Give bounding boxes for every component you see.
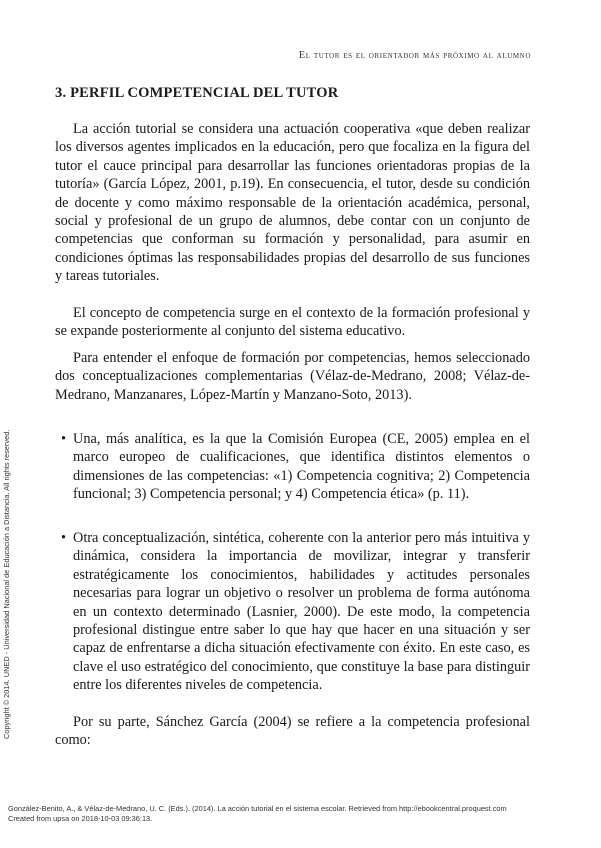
list-item [61,430,530,504]
bullet-list-2 [61,529,530,695]
list-item [61,529,530,695]
paragraph-sanchez-garcia: Por su parte, Sánchez García (2004) se refiere a la competencia profesional como: [55,714,530,749]
paragraph-accion-tutorial: La acción tutorial se considera una actuación cooperativa «que deben realizar los diversos agentes implicados en la educación, pero que focaliza en la figura del tutor el cauce principal para desarrollar las funciones orientadoras propias de la tutoría» (García López, 2001, p.19). En consecuencia, el tutor, desde su condición de docente y como máximo responsable de la orientación académica, personal, social y profesional de un grupo de alumnos, debe contar con un conjunto de competencias que conforman su formación y personalidad, para asumir en condiciones óptimas las responsabilidades propias del desarrollo de sus funciones y tareas tutoriales. [55,121,530,285]
running-head: El tutor es el orientador más próximo al alumno [298,50,531,61]
section-title: 3. PERFIL COMPETENCIAL DEL TUTOR [55,85,339,101]
bullet-text-analitica: Una, más analítica, es la que la Comisión Europea (CE, 2005) emplea en el marco europeo de cualificaciones, que identifica distintos elementos o dimensiones de las competencias: «1) Competencia cognitiva; 2) Competencia funcional; 3) Competencia personal; y 4) Competencia ética» (p. 11). [73,431,530,503]
bullet-marker: • [61,431,67,447]
paragraph-enfoque-competencias: Para entender el enfoque de formación por competencias, hemos seleccionado dos conceptualizaciones complementarias (Vélaz-de-Medrano, 2008; Vélaz-de-Medrano, Manzanares, López-Martín y Manzano-Soto, 2013). [55,350,530,403]
bullet-list-1 [61,430,530,504]
footer-citation-line: González-Benito, A., & Vélaz-de-Medrano, U. C. (Eds.). (2014). La acción tutorial en el sistema escolar. Retrieved from http://ebookcentral.proquest.com [8,804,507,813]
paragraph-concepto-competencia: El concepto de competencia surge en el contexto de la formación profesional y se expande posteriormente al conjunto del sistema educativo. [55,305,530,340]
copyright-side-note: Copyright © 2014. UNED - Universidad Nacional de Educación a Distancia. All rights reserved. [2,429,11,739]
bullet-marker: • [61,530,67,546]
bullet-text-sintetica: Otra conceptualización, sintética, coherente con la anterior pero más intuitiva y dinámica, considera la importancia de movilizar, integrar y transferir estratégicamente los conocimientos, habilidades y actitudes personales necesarias para lograr un objetivo o resolver un problema de forma autónoma en un contexto determinado (Lasnier, 2000). De este modo, la competencia profesional distingue entre saber lo que hay que hacer en una situación y ser capaz de enfrentarse a dicha situación efectivamente con éxito. En este caso, es clave el uso estratégico del conocimiento, que constituye la base para distinguir entre los diferentes niveles de competencia. [73,530,530,694]
footer-citation [8,804,507,823]
footer-created-line: Created from upsa on 2018-10-03 09:36:13. [8,813,153,823]
